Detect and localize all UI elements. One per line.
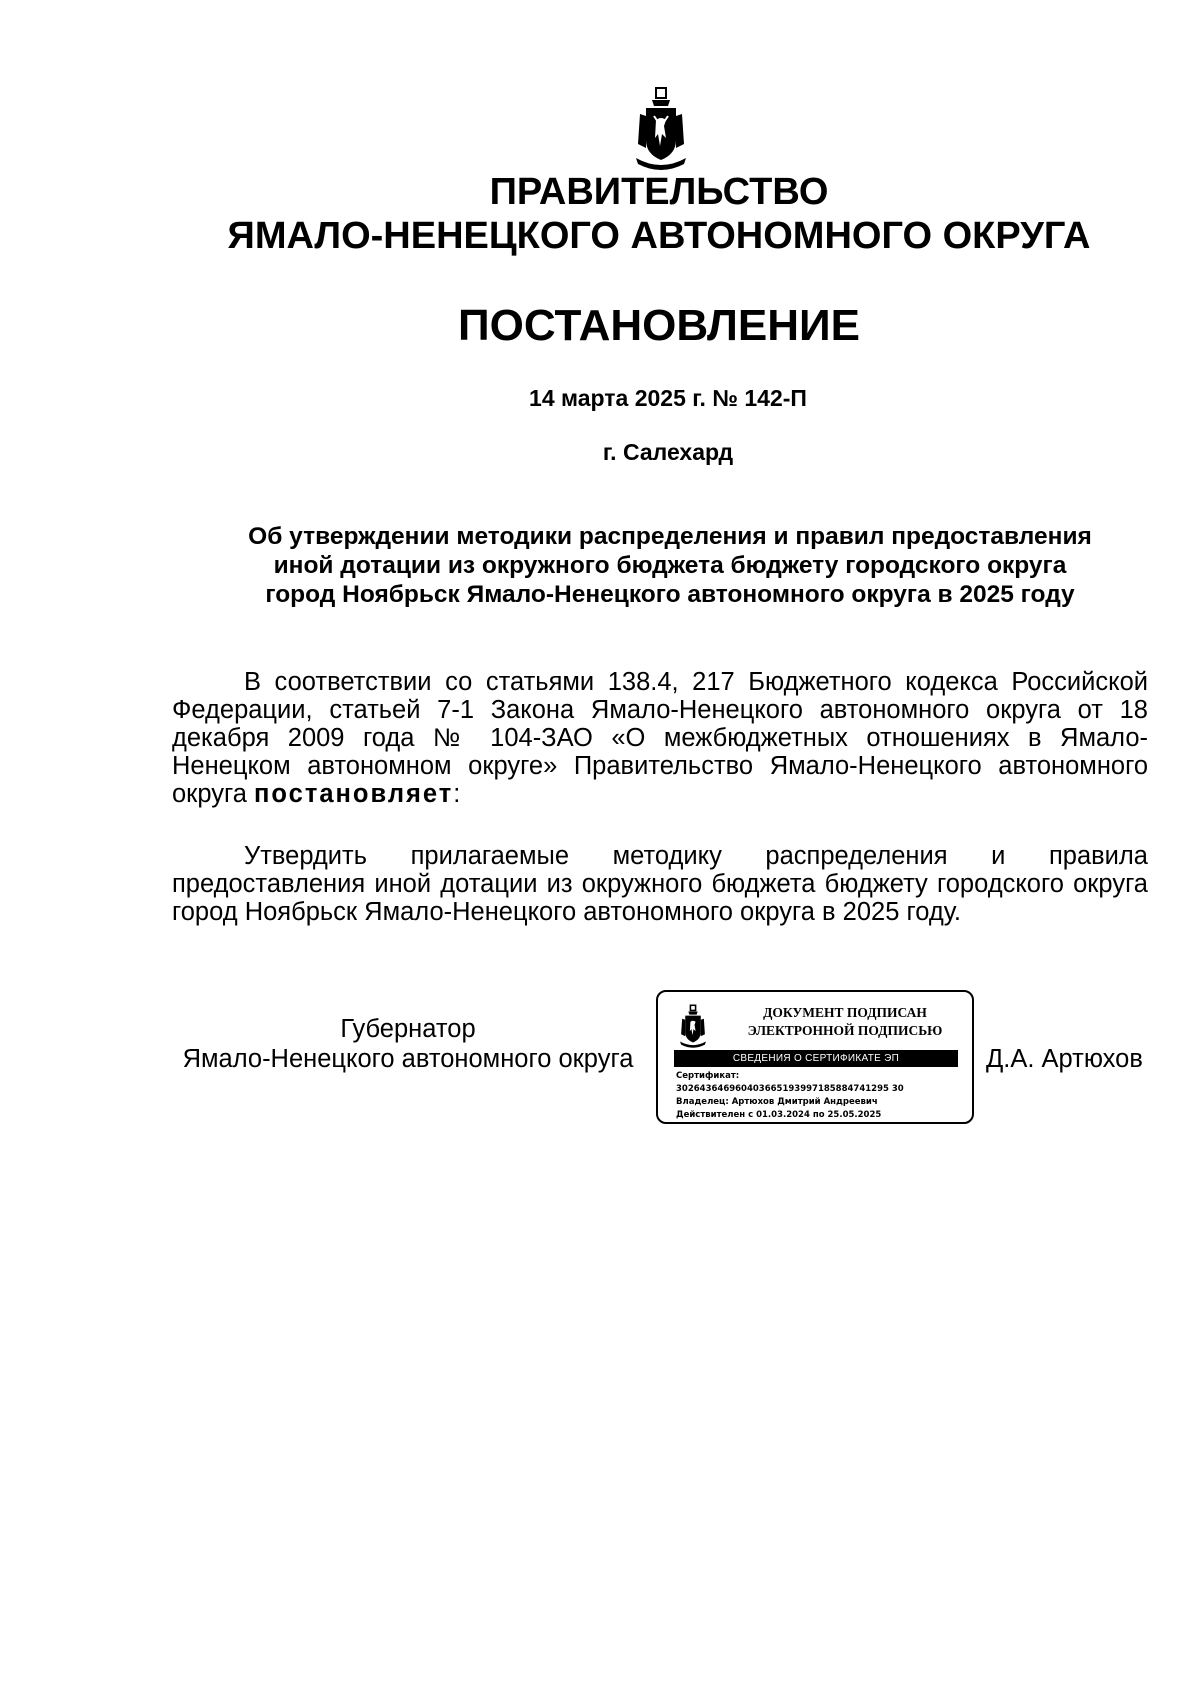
subject-line: город Ноябрьск Ямало-Ненецкого автономного округа в 2025 году bbox=[265, 581, 1075, 608]
signatory-position bbox=[172, 1014, 644, 1074]
signatory-name: Д.А. Артюхов bbox=[986, 1045, 1143, 1073]
stamp-title-line: ЭЛЕКТРОННОЙ ПОДПИСЬЮ bbox=[747, 1023, 943, 1038]
resolves-word: постановляет bbox=[254, 780, 454, 808]
certificate-label: Сертификат: bbox=[676, 1071, 740, 1081]
approval-paragraph: Утвердить прилагаемые методику распределения и правила предоставления иной дотации из окружного бюджета бюджету городского округа город Ноябрьск Ямало-Ненецкого автономного округа в 2025 году. bbox=[172, 842, 1148, 926]
preamble-colon: : bbox=[453, 780, 461, 808]
certificate-owner: Владелец: Артюхов Дмитрий Андреевич bbox=[676, 1097, 878, 1107]
subject-line: Об утверждении методики распределения и правил предоставления bbox=[248, 523, 1092, 550]
coat-of-arms-icon bbox=[632, 86, 690, 174]
stamp-title bbox=[720, 1004, 970, 1040]
document-date-number: 14 марта 2025 г. № 142-П bbox=[529, 385, 807, 411]
document-city: г. Салехард bbox=[602, 439, 734, 465]
coat-of-arms-icon bbox=[678, 1004, 708, 1050]
certificate-details bbox=[676, 1070, 966, 1122]
government-title: ПРАВИТЕЛЬСТВО bbox=[489, 171, 829, 213]
certificate-number: 302643646960403665193997185884741295 30 bbox=[676, 1084, 904, 1094]
certificate-info-bar: СВЕДЕНИЯ О СЕРТИФИКАТЕ ЭП bbox=[674, 1050, 958, 1067]
preamble-paragraph bbox=[172, 668, 1148, 808]
government-region-title: ЯМАЛО-НЕНЕЦКОГО АВТОНОМНОГО ОКРУГА bbox=[227, 215, 1091, 257]
preamble-text: В соответствии со статьями 138.4, 217 Бюджетного кодекса Российской Федерации, статьей 7-1 Закона Ямало-Ненецкого автономного округа от 18 декабря 2009 года № 104-ЗАО «О межбюджетных отношениях в Ямало-Ненецком автономном округе» Правительство Ямало-Ненецкого автономного округа bbox=[172, 668, 1148, 808]
electronic-signature-stamp bbox=[656, 990, 974, 1124]
certificate-validity: Действителен с 01.03.2024 по 25.05.2025 bbox=[676, 1110, 882, 1120]
subject-line: иной дотации из окружного бюджета бюджету городского округа bbox=[273, 552, 1067, 579]
document-subject bbox=[180, 522, 1160, 609]
stamp-title-line: ДОКУМЕНТ ПОДПИСАН bbox=[763, 1005, 927, 1020]
position-line: Ямало-Ненецкого автономного округа bbox=[182, 1045, 634, 1073]
document-type: ПОСТАНОВЛЕНИЕ bbox=[457, 301, 861, 350]
position-line: Губернатор bbox=[340, 1015, 476, 1043]
